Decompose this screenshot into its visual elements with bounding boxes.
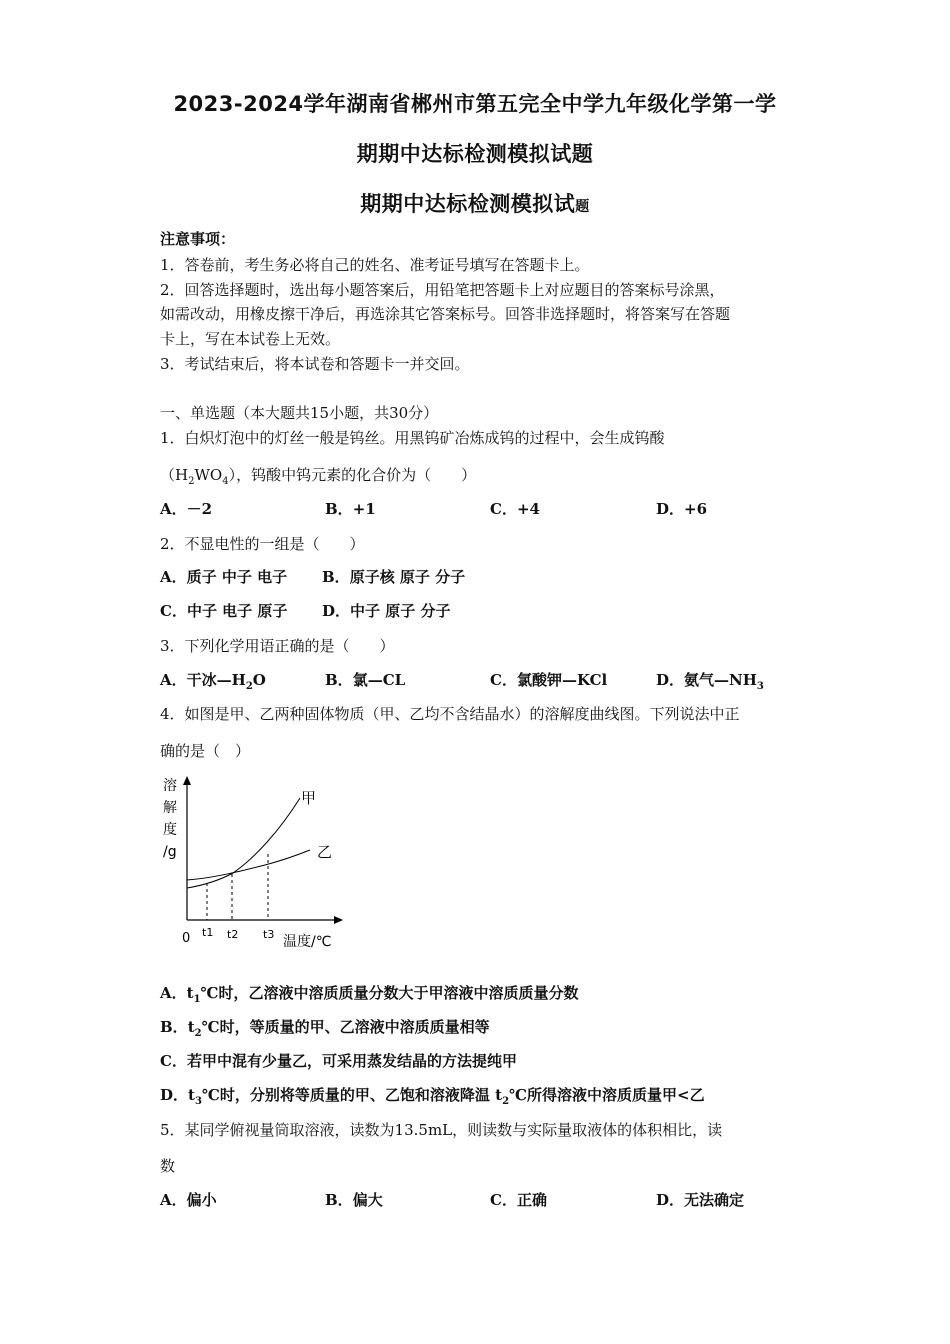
curve-jia bbox=[187, 798, 300, 888]
q4-option-b-pre: t bbox=[187, 1018, 195, 1036]
q2-option-d-label: D． bbox=[322, 602, 351, 620]
q4-option-b[interactable] bbox=[160, 1016, 490, 1039]
q3-option-b-label: B． bbox=[325, 671, 353, 689]
title-line-3-main: 期期中达标检测模拟试 bbox=[360, 192, 576, 216]
q3-option-a-pre: 干冰—H bbox=[186, 671, 246, 689]
section-heading: 一、单选题（本大题共15小题，共30分） bbox=[160, 404, 439, 422]
q4-stem-b: 确的是（ ） bbox=[160, 742, 251, 760]
q1-option-a[interactable] bbox=[160, 498, 212, 519]
origin-label: 0 bbox=[182, 931, 191, 946]
q1-stem-b-pre: （H bbox=[160, 466, 189, 484]
q3-option-a-post: O bbox=[252, 671, 266, 689]
q2-stem: 2．不显电性的一组是（ ） bbox=[160, 535, 365, 553]
q4-stem-a: 4．如图是甲、乙两种固体物质（甲、乙均不含结晶水）的溶解度曲线图。下列说法中正 bbox=[160, 705, 740, 723]
q4-option-a-sub: 1 bbox=[193, 994, 201, 1005]
curve-jia-label: 甲 bbox=[301, 789, 317, 807]
q1-option-c[interactable] bbox=[490, 498, 540, 519]
q3-option-d-sub: 3 bbox=[756, 681, 764, 692]
y-axis-label-1: 溶 bbox=[163, 778, 177, 794]
q2-option-a-label: A． bbox=[160, 568, 187, 586]
t2-label: t2 bbox=[227, 928, 239, 941]
curve-yi bbox=[187, 850, 310, 880]
q1-option-b[interactable] bbox=[325, 498, 376, 519]
q1-option-b-label: B． bbox=[325, 500, 353, 518]
q4-option-d-pre: t bbox=[188, 1086, 195, 1104]
q1-option-a-text: －2 bbox=[186, 500, 213, 518]
q4-option-a[interactable] bbox=[160, 982, 579, 1005]
q3-option-c-text: 氯酸钾—KCl bbox=[516, 671, 608, 689]
notice-item-1: 1．答卷前，考生务必将自己的姓名、准考证号填写在答题卡上。 bbox=[160, 256, 590, 274]
q1-option-d-label: D． bbox=[656, 500, 685, 518]
q4-option-c[interactable] bbox=[160, 1050, 517, 1071]
q4-option-d[interactable] bbox=[160, 1084, 705, 1107]
q4-option-a-label: A． bbox=[160, 984, 187, 1002]
q1-stem-a: 1．白炽灯泡中的灯丝一般是钨丝。用黑钨矿冶炼成钨的过程中，会生成钨酸 bbox=[160, 429, 665, 447]
q1-stem-b-sub1: 2 bbox=[188, 476, 195, 487]
q3-option-c[interactable] bbox=[490, 669, 607, 690]
q4-option-a-pre: t bbox=[186, 984, 194, 1002]
q1-stem-b-mid: WO bbox=[194, 466, 223, 484]
solubility-curve-figure bbox=[155, 770, 345, 955]
q4-option-d-mid: ℃时，分别将等质量的甲、乙饱和溶液降温 t bbox=[201, 1086, 503, 1104]
q2-option-c-label: C． bbox=[160, 602, 187, 620]
y-axis-label-2: 解 bbox=[163, 800, 177, 816]
q4-option-a-post: ℃时，乙溶液中溶质质量分数大于甲溶液中溶质质量分数 bbox=[200, 984, 579, 1002]
y-axis-label-4: /g bbox=[163, 844, 177, 860]
q5-option-a-text: 偏小 bbox=[186, 1191, 217, 1209]
q2-option-b-label: B． bbox=[322, 568, 350, 586]
title-line-1: 2023-2024学年湖南省郴州市第五完全中学九年级化学第一学 bbox=[173, 92, 777, 116]
q3-option-d-pre: 氨气—NH bbox=[684, 671, 757, 689]
q3-option-b[interactable] bbox=[325, 669, 405, 690]
q2-option-c-text: 中子 电子 原子 bbox=[186, 602, 288, 620]
q4-option-d-post: ℃所得溶液中溶质质量甲<乙 bbox=[509, 1086, 705, 1104]
notice-item-3: 3．考试结束后，将本试卷和答题卡一并交回。 bbox=[160, 355, 470, 373]
q1-option-d-text: +6 bbox=[684, 500, 708, 518]
solubility-curve-svg bbox=[155, 770, 345, 955]
q4-option-b-sub: 2 bbox=[194, 1028, 202, 1039]
y-axis-arrow bbox=[183, 776, 191, 785]
q2-option-a[interactable] bbox=[160, 566, 287, 587]
q3-option-d[interactable] bbox=[656, 669, 764, 692]
title-line-2: 期期中达标检测模拟试题 bbox=[356, 142, 594, 166]
q5-stem-b: 数 bbox=[160, 1157, 176, 1175]
q5-option-a-label: A． bbox=[160, 1191, 187, 1209]
q5-option-b-label: B． bbox=[325, 1191, 353, 1209]
q4-option-d-sub: 3 bbox=[194, 1096, 202, 1107]
q1-option-c-label: C． bbox=[490, 500, 517, 518]
q3-option-d-label: D． bbox=[656, 671, 685, 689]
t1-label: t1 bbox=[202, 926, 214, 939]
q2-option-a-text: 质子 中子 电子 bbox=[186, 568, 288, 586]
q1-stem-b bbox=[160, 464, 476, 487]
q3-option-a-label: A． bbox=[160, 671, 187, 689]
title-line-3-small: 题 bbox=[575, 199, 590, 215]
q4-option-d-label: D． bbox=[160, 1086, 189, 1104]
q1-option-a-label: A． bbox=[160, 500, 187, 518]
q5-option-d[interactable] bbox=[656, 1189, 744, 1210]
q5-option-c-label: C． bbox=[490, 1191, 517, 1209]
q5-option-b[interactable] bbox=[325, 1189, 383, 1210]
q3-option-a[interactable] bbox=[160, 669, 266, 692]
q2-option-d-text: 中子 原子 分子 bbox=[350, 602, 451, 620]
q4-option-c-label: C． bbox=[160, 1052, 187, 1070]
q2-option-b-text: 原子核 原子 分子 bbox=[349, 568, 466, 586]
q5-option-d-label: D． bbox=[656, 1191, 685, 1209]
q5-option-b-text: 偏大 bbox=[352, 1191, 383, 1209]
q1-option-b-text: +1 bbox=[352, 500, 376, 518]
q3-option-c-label: C． bbox=[490, 671, 517, 689]
q5-option-d-text: 无法确定 bbox=[684, 1191, 745, 1209]
t3-label: t3 bbox=[263, 928, 275, 941]
q3-stem: 3．下列化学用语正确的是（ ） bbox=[160, 637, 395, 655]
q3-option-b-text: 氯—CL bbox=[352, 671, 406, 689]
q4-option-d-sub2: 2 bbox=[502, 1096, 510, 1107]
q2-option-c[interactable] bbox=[160, 600, 287, 621]
q5-option-a[interactable] bbox=[160, 1189, 217, 1210]
curve-yi-label: 乙 bbox=[317, 843, 333, 861]
q1-option-d[interactable] bbox=[656, 498, 707, 519]
notice-item-2c: 卡上，写在本试卷上无效。 bbox=[160, 330, 341, 348]
notice-heading: 注意事项： bbox=[160, 230, 236, 248]
notice-item-2a: 2．回答选择题时，选出每小题答案后，用铅笔把答题卡上对应题目的答案标号涂黑， bbox=[160, 281, 725, 299]
x-axis-arrow bbox=[334, 916, 343, 924]
q2-option-b[interactable] bbox=[322, 566, 465, 587]
q1-stem-b-sub2: 4 bbox=[222, 476, 229, 487]
q4-option-b-post: ℃时，等质量的甲、乙溶液中溶质质量相等 bbox=[201, 1018, 490, 1036]
q5-stem-a: 5．某同学俯视量筒取溶液，读数为13.5mL，则读数与实际量取液体的体积相比，读 bbox=[160, 1121, 723, 1139]
q4-option-c-text: 若甲中混有少量乙，可采用蒸发结晶的方法提纯甲 bbox=[186, 1052, 517, 1070]
x-axis-label: 温度/℃ bbox=[283, 934, 332, 950]
q5-option-c-text: 正确 bbox=[516, 1191, 547, 1209]
q1-stem-b-post: ），钨酸中钨元素的化合价为（ ） bbox=[228, 466, 477, 484]
q3-option-a-sub: 2 bbox=[245, 681, 253, 692]
title-line-3 bbox=[0, 188, 950, 218]
y-axis-label-3: 度 bbox=[163, 822, 177, 838]
q5-option-c[interactable] bbox=[490, 1189, 547, 1210]
q1-option-c-text: +4 bbox=[516, 500, 540, 518]
q2-option-d[interactable] bbox=[322, 600, 450, 621]
q4-option-b-label: B． bbox=[160, 1018, 188, 1036]
notice-item-2b: 如需改动，用橡皮擦干净后，再选涂其它答案标号。回答非选择题时，将答案写在答题 bbox=[160, 305, 731, 323]
